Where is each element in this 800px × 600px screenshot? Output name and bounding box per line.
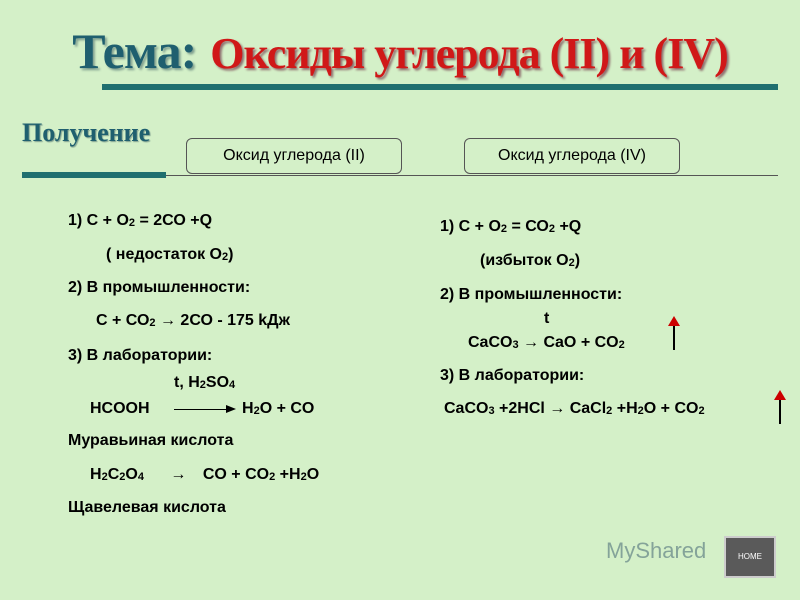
left-line-1: 1) $С + О_2 = 2СО +Q$ [68,212,213,229]
home-button-label: HOME [738,552,762,561]
oxalic-acid-label: Щавелевая кислота [68,499,226,516]
oxalic-reaction: $H_2C_2O_4$ → CO + $CO_2 +H_2O$ [90,466,320,483]
reaction-arrow-head [226,405,236,413]
title-label: Тема: [72,23,197,79]
section-underline [22,172,166,178]
watermark-logo [606,538,706,564]
tab-carbon-monoxide[interactable] [186,138,402,174]
formic-products: $H_2O$ + CO [242,400,315,417]
right-line-5: 3) В лаборатории: [440,367,585,384]
left-line-3: 2) В промышленности: [68,279,251,296]
home-button[interactable] [724,536,776,578]
left-line-2: ( недостаток $О_2$) [106,246,234,263]
reaction-condition: t, $H_2SO_4$ [174,374,236,391]
gas-evolution-arrow-1 [673,322,675,350]
temperature-label: t [544,310,550,327]
slide-title [0,22,800,80]
formic-acid-label: Муравьиная кислота [68,432,234,449]
left-line-5: 3) В лаборатории: [68,347,213,364]
tab-co2-label: Оксид углерода (IV) [498,147,646,164]
divider-line [166,175,778,176]
title-underline [102,84,778,90]
right-line-3: 2) В промышленности: [440,286,623,303]
title-subject: Оксиды углерода (II) и (IV) [210,29,728,78]
right-line-4: CaCO$_3$ → CaO + $CO_2$ [468,334,625,351]
section-heading: Получение [22,118,151,147]
tab-co-label: Оксид углерода (II) [223,147,365,164]
gas-arrow-head-2 [774,390,786,400]
right-line-1: 1) $С + О_2 = СО_2 +Q$ [440,218,582,235]
tab-carbon-dioxide[interactable] [464,138,680,174]
reaction-arrow-line [174,409,228,410]
right-line-6: CaCO$_3$ +2HCl → CaCl$_2$ $+H_2O + CO_2$ [444,400,705,417]
gas-evolution-arrow-2 [779,396,781,424]
left-line-4: $С + СО_2 \to 2СО - 175$ kДж [96,312,290,329]
watermark-text: MyShared [606,538,707,563]
right-line-2: (избыток $О_2$) [480,252,581,269]
formic-reaction: HCOOH [90,400,150,417]
gas-arrow-head-1 [668,316,680,326]
